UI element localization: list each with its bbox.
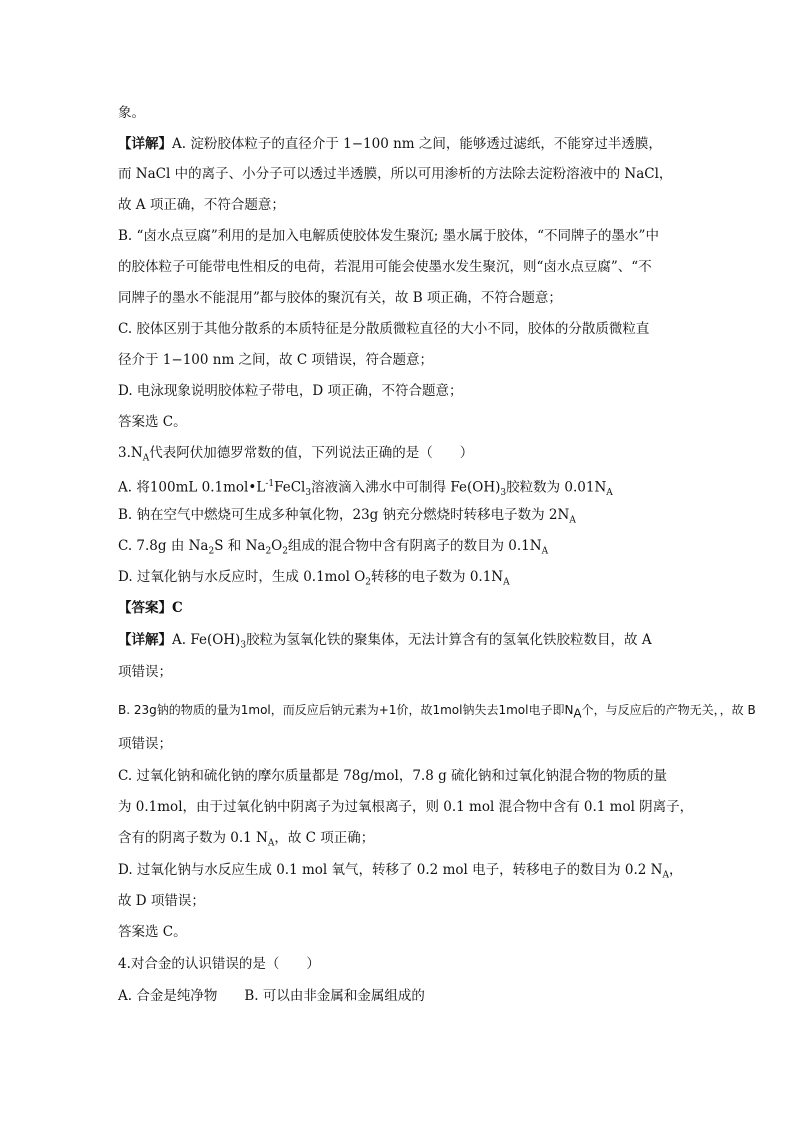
section-tag: 【详解】 <box>118 632 172 648</box>
text-line: 的胶体粒子可能带电性相反的电荷，若混用可能会使墨水发生聚沉，则“卤水点豆腐”、“不 <box>118 259 652 275</box>
text-line: 为 0.1mol，由于过氧化钠中阴离子为过氧根离子，则 0.1 mol 混合物中含有 0.1 mol 阴离子， <box>118 799 694 815</box>
text-line: 象。 <box>118 105 145 121</box>
text-line: D. 过氧化钠与水反应生成 0.1 mol 氧气，转移了 0.2 mol 电子，转移电子的数目为 0.2 $N_A$， <box>118 862 683 881</box>
section-tag: 【详解】 <box>118 136 172 152</box>
text-line: 项错误； <box>118 664 172 680</box>
text-line: C. 过氧化钠和硫化钠的摩尔质量都是 78g/mol，7.8 g 硫化钠和过氧化钠混合物的物质的量 <box>118 768 668 784</box>
text-line: 同牌子的墨水不能混用”都与胶体的聚沉有关，故 B 项正确，不符合题意； <box>118 290 562 306</box>
option-b: B. 钠在空气中燃烧可生成多种氧化物，23g 钠充分燃烧时转移电子数为 $2N_A$ <box>118 507 576 526</box>
text-line: 故 D 项错误； <box>118 893 205 909</box>
text-line: B. 23g钠的物质的量为1mol，而反应后钠元素为+1价，故1mol钠失去1mol电子即$N_A$个，与反应后的产物无关，，故 B <box>118 703 756 721</box>
text-line: 答案选 C。 <box>118 924 187 940</box>
options-line: A. 合金是纯净物 B. 可以由非金属和金属组成的 <box>118 988 425 1004</box>
option-a: A. 将100mL $0.1mol•L^{-1}FeCl_3$溶液滴入沸水中可制得 $Fe(OH)_3$胶粒数为 $0.01N_A$ <box>118 479 613 499</box>
question-stem: 4.对合金的认识错误的是（ ） <box>118 956 320 972</box>
answer-line: 【答案】C <box>118 600 183 616</box>
text-line: 【详解】A. 淀粉胶体粒子的直径介于 1−100 nm 之间，能够透过滤纸，不能穿过半透膜， <box>118 136 662 152</box>
text-line: 径介于 1−100 nm 之间，故 C 项错误，符合题意； <box>118 352 433 368</box>
text-line: 而 NaCl 中的离子、小分子可以透过半透膜，所以可用渗析的方法除去淀粉溶液中的 NaCl， <box>118 166 673 182</box>
text-line: 含有的阴离子数为 0.1 $N_A$，故 C 项正确； <box>118 830 375 849</box>
option-d: D. 过氧化钠与水反应时，生成 0.1mol $O_2$转移的电子数为 $0.1N_A$ <box>118 569 510 588</box>
text-line: C. 胶体区别于其他分散系的本质特征是分散质微粒直径的大小不同，胶体的分散质微粒直 <box>118 321 650 337</box>
option-c: C. 7.8g 由 $Na_2S$ 和 $Na_2O_2$组成的混合物中含有阴离子的数目为 $0.1N_A$ <box>118 538 549 557</box>
text-line: 【详解】A. $Fe(OH)_3$胶粒为氢氧化铁的聚集体，无法计算含有的氢氧化铁胶粒数目，故 A <box>118 632 652 651</box>
text-line: 故 A 项正确，不符合题意； <box>118 197 285 213</box>
question-stem: $3.N_A$代表阿伏加德罗常数的值，下列说法正确的是（ ） <box>118 445 474 464</box>
text-line: D. 电泳现象说明胶体粒子带电，D 项正确，不符合题意； <box>118 383 463 399</box>
text-line: B. “卤水点豆腐”利用的是加入电解质使胶体发生聚沉; 墨水属于胶体，“不同牌子的墨水”中 <box>118 228 659 244</box>
text-line: 项错误； <box>118 736 172 752</box>
text-line: 答案选 C。 <box>118 414 187 430</box>
